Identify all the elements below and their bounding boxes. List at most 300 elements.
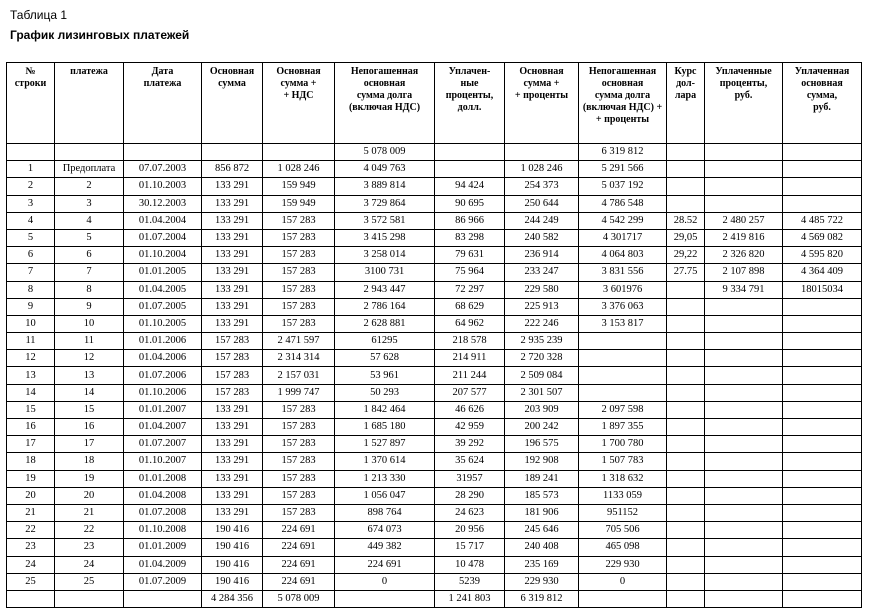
table-cell (705, 504, 783, 521)
table-cell (505, 144, 579, 161)
table-row (7, 436, 862, 453)
table-row (7, 470, 862, 487)
table-cell: 31957 (435, 470, 505, 487)
table-cell: 229 580 (505, 281, 579, 298)
table-cell (667, 333, 705, 350)
table-cell (667, 590, 705, 607)
table-cell (667, 487, 705, 504)
table-cell: 157 283 (263, 315, 335, 332)
table-cell: 157 283 (263, 401, 335, 418)
table-cell (783, 350, 862, 367)
table-row (7, 298, 862, 315)
table-cell: 4 284 356 (202, 590, 263, 607)
table-cell: 157 283 (263, 212, 335, 229)
table-cell: 229 930 (579, 556, 667, 573)
table-cell: 13 (7, 367, 55, 384)
table-cell: 2 419 816 (705, 229, 783, 246)
table-cell: 75 964 (435, 264, 505, 281)
table-cell: 250 644 (505, 195, 579, 212)
table-cell: 6 319 812 (579, 144, 667, 161)
table-cell (783, 384, 862, 401)
table-cell: 15 (7, 401, 55, 418)
table-cell: 50 293 (335, 384, 435, 401)
table-cell (783, 144, 862, 161)
table-cell: 133 291 (202, 436, 263, 453)
table-cell: 3 376 063 (579, 298, 667, 315)
table-cell: 133 291 (202, 229, 263, 246)
table-cell (783, 556, 862, 573)
table-cell (705, 590, 783, 607)
table-cell: 190 416 (202, 556, 263, 573)
table-cell: 5 078 009 (263, 590, 335, 607)
table-cell (783, 315, 862, 332)
table-cell (705, 195, 783, 212)
table-cell: 4 485 722 (783, 212, 862, 229)
table-cell: 1 213 330 (335, 470, 435, 487)
table-cell: 01.07.2007 (124, 436, 202, 453)
table-cell: 07.07.2003 (124, 161, 202, 178)
table-cell (667, 453, 705, 470)
table-cell: 01.01.2006 (124, 333, 202, 350)
table-cell (705, 144, 783, 161)
table-row (7, 556, 862, 573)
table-row (7, 453, 862, 470)
table-cell: 4 786 548 (579, 195, 667, 212)
table-cell: 53 961 (335, 367, 435, 384)
table-cell (667, 384, 705, 401)
column-header: Непогашенная основная сумма долга (включая НДС) (335, 63, 435, 144)
table-cell: 2 720 328 (505, 350, 579, 367)
table-cell: 01.04.2005 (124, 281, 202, 298)
table-row (7, 367, 862, 384)
table-cell: 133 291 (202, 504, 263, 521)
table-cell (705, 401, 783, 418)
table-cell: 240 408 (505, 539, 579, 556)
table-cell: 229 930 (505, 573, 579, 590)
table-cell: 22 (7, 522, 55, 539)
table-cell (667, 195, 705, 212)
table-cell: 9 (7, 298, 55, 315)
table-cell: 17 (7, 436, 55, 453)
table-cell (667, 556, 705, 573)
table-cell: 18 (55, 453, 124, 470)
table-cell: 157 283 (263, 436, 335, 453)
table-row (7, 195, 862, 212)
table-cell: 3 258 014 (335, 247, 435, 264)
table-cell: 7 (55, 264, 124, 281)
table-row (7, 264, 862, 281)
table-cell: 190 416 (202, 522, 263, 539)
table-cell: 01.04.2009 (124, 556, 202, 573)
table-cell: 133 291 (202, 264, 263, 281)
table-cell: 133 291 (202, 212, 263, 229)
table-cell (705, 333, 783, 350)
table-cell: 214 911 (435, 350, 505, 367)
leasing-schedule-table (6, 62, 862, 608)
table-cell: 157 283 (263, 470, 335, 487)
table-cell: 46 626 (435, 401, 505, 418)
table-cell (667, 350, 705, 367)
table-cell: 01.01.2008 (124, 470, 202, 487)
table-cell: 9 334 791 (705, 281, 783, 298)
table-row (7, 247, 862, 264)
table-cell: 13 (55, 367, 124, 384)
table-cell: 5 037 192 (579, 178, 667, 195)
table-cell: 27.75 (667, 264, 705, 281)
table-row (7, 522, 862, 539)
table-row (7, 229, 862, 246)
table-cell: 196 575 (505, 436, 579, 453)
table-cell: 90 695 (435, 195, 505, 212)
table-cell: 1 527 897 (335, 436, 435, 453)
table-cell: 4 542 299 (579, 212, 667, 229)
table-row (7, 178, 862, 195)
table-cell (435, 161, 505, 178)
table-cell: 3100 731 (335, 264, 435, 281)
table-cell (263, 144, 335, 161)
table-cell (783, 487, 862, 504)
table-cell: 0 (579, 573, 667, 590)
table-cell: 218 578 (435, 333, 505, 350)
table-cell: 133 291 (202, 195, 263, 212)
column-header: Уплаченные проценты, руб. (705, 63, 783, 144)
table-cell: 28.52 (667, 212, 705, 229)
table-cell: 20 (55, 487, 124, 504)
table-cell: 133 291 (202, 487, 263, 504)
table-cell: 3 831 556 (579, 264, 667, 281)
table-cell (667, 522, 705, 539)
table-cell (579, 590, 667, 607)
table-cell: 2 509 084 (505, 367, 579, 384)
table-cell: 240 582 (505, 229, 579, 246)
table-cell: 6 (7, 247, 55, 264)
table-cell: 16 (55, 419, 124, 436)
table-cell: 01.07.2008 (124, 504, 202, 521)
table-cell: 19 (7, 470, 55, 487)
column-header: Дата платежа (124, 63, 202, 144)
table-cell: 244 249 (505, 212, 579, 229)
table-cell: 157 283 (263, 229, 335, 246)
table-cell (783, 333, 862, 350)
table-cell: 42 959 (435, 419, 505, 436)
table-cell: 11 (55, 333, 124, 350)
table-cell: 3 601976 (579, 281, 667, 298)
table-cell: 01.04.2004 (124, 212, 202, 229)
table-row (7, 401, 862, 418)
table-cell: 2 314 314 (263, 350, 335, 367)
table-cell (783, 195, 862, 212)
table-cell: 20 (7, 487, 55, 504)
table-cell: 157 283 (202, 367, 263, 384)
table-cell: 39 292 (435, 436, 505, 453)
table-cell: 4 301717 (579, 229, 667, 246)
table-cell: 14 (55, 384, 124, 401)
table-cell: 1 897 355 (579, 419, 667, 436)
table-cell: 4 (7, 212, 55, 229)
table-cell (783, 298, 862, 315)
table-cell: 4 064 803 (579, 247, 667, 264)
table-cell: 8 (7, 281, 55, 298)
table-cell: 2 157 031 (263, 367, 335, 384)
table-row (7, 161, 862, 178)
table-cell: 1 685 180 (335, 419, 435, 436)
table-cell (124, 590, 202, 607)
table-cell: 181 906 (505, 504, 579, 521)
table-cell: 2 (55, 178, 124, 195)
table-cell: 898 764 (335, 504, 435, 521)
table-cell: 15 717 (435, 539, 505, 556)
table-cell: 2 097 598 (579, 401, 667, 418)
table-cell: 1 056 047 (335, 487, 435, 504)
table-cell (55, 144, 124, 161)
table-cell: 705 506 (579, 522, 667, 539)
table-cell (579, 350, 667, 367)
table-cell: 72 297 (435, 281, 505, 298)
table-cell (7, 590, 55, 607)
table-cell: 2 480 257 (705, 212, 783, 229)
table-cell: 1 700 780 (579, 436, 667, 453)
table-row (7, 573, 862, 590)
table-cell (783, 453, 862, 470)
table-cell: 245 646 (505, 522, 579, 539)
table-cell: 2 301 507 (505, 384, 579, 401)
table-cell (783, 161, 862, 178)
table-row (7, 539, 862, 556)
table-cell: 01.10.2003 (124, 178, 202, 195)
table-cell: 235 169 (505, 556, 579, 573)
table-cell: 01.10.2006 (124, 384, 202, 401)
table-cell: 203 909 (505, 401, 579, 418)
table-cell (783, 436, 862, 453)
table-cell: 185 573 (505, 487, 579, 504)
table-cell (783, 470, 862, 487)
table-cell: 133 291 (202, 247, 263, 264)
table-cell (783, 522, 862, 539)
table-cell (667, 470, 705, 487)
table-cell: 951152 (579, 504, 667, 521)
table-cell: 23 (55, 539, 124, 556)
table-cell: 133 291 (202, 178, 263, 195)
table-cell (667, 539, 705, 556)
table-cell (667, 419, 705, 436)
table-cell: 133 291 (202, 315, 263, 332)
table-cell (202, 144, 263, 161)
table-cell: 190 416 (202, 539, 263, 556)
table-cell: 01.01.2005 (124, 264, 202, 281)
table-cell: 01.04.2007 (124, 419, 202, 436)
table-cell: 133 291 (202, 298, 263, 315)
table-cell: 12 (7, 350, 55, 367)
table-cell: 200 242 (505, 419, 579, 436)
column-header: Основная сумма (202, 63, 263, 144)
table-cell: 2 326 820 (705, 247, 783, 264)
table-cell: 211 244 (435, 367, 505, 384)
table-cell: 674 073 (335, 522, 435, 539)
table-row (7, 419, 862, 436)
table-cell (705, 436, 783, 453)
table-cell: 01.10.2005 (124, 315, 202, 332)
table-cell: 157 283 (263, 419, 335, 436)
table-caption: Таблица 1 (10, 8, 68, 22)
table-cell: 23 (7, 539, 55, 556)
table-cell: 5 (55, 229, 124, 246)
table-row (7, 281, 862, 298)
table-cell (667, 144, 705, 161)
table-row (7, 487, 862, 504)
table-cell (667, 401, 705, 418)
column-header: Основная сумма + + проценты (505, 63, 579, 144)
table-cell: 159 949 (263, 178, 335, 195)
table-cell: 192 908 (505, 453, 579, 470)
table-cell: Предоплата (55, 161, 124, 178)
table-cell: 1 318 632 (579, 470, 667, 487)
table-cell: 22 (55, 522, 124, 539)
table-cell: 1133 059 (579, 487, 667, 504)
table-cell (705, 161, 783, 178)
table-cell: 7 (7, 264, 55, 281)
table-cell: 01.01.2009 (124, 539, 202, 556)
table-cell: 24 (55, 556, 124, 573)
table-cell (705, 419, 783, 436)
table-row (7, 212, 862, 229)
table-cell: 157 283 (202, 384, 263, 401)
table-cell: 0 (335, 573, 435, 590)
table-row (7, 590, 862, 607)
table-cell: 01.07.2005 (124, 298, 202, 315)
table-cell: 5 291 566 (579, 161, 667, 178)
table-cell (667, 367, 705, 384)
table-cell: 5 078 009 (335, 144, 435, 161)
table-cell: 3 153 817 (579, 315, 667, 332)
table-cell: 157 283 (263, 504, 335, 521)
table-cell: 224 691 (335, 556, 435, 573)
table-cell (705, 539, 783, 556)
table-cell: 01.10.2008 (124, 522, 202, 539)
table-cell (783, 401, 862, 418)
table-cell: 3 (7, 195, 55, 212)
table-cell: 01.10.2007 (124, 453, 202, 470)
table-cell: 2 107 898 (705, 264, 783, 281)
table-cell: 21 (7, 504, 55, 521)
table-cell: 1 241 803 (435, 590, 505, 607)
column-header: Непогашенная основная сумма долга (включая НДС) + + проценты (579, 63, 667, 144)
table-title: График лизинговых платежей (10, 28, 190, 42)
table-cell: 449 382 (335, 539, 435, 556)
table-cell: 157 283 (263, 281, 335, 298)
column-header: платежа (55, 63, 124, 144)
table-cell: 17 (55, 436, 124, 453)
table-cell (435, 144, 505, 161)
table-cell: 1 842 464 (335, 401, 435, 418)
table-cell (783, 504, 862, 521)
table-cell: 157 283 (263, 264, 335, 281)
table-cell (705, 522, 783, 539)
table-cell: 189 241 (505, 470, 579, 487)
column-header: Курс дол- лара (667, 63, 705, 144)
table-cell: 35 624 (435, 453, 505, 470)
table-cell: 2 (7, 178, 55, 195)
table-cell: 224 691 (263, 539, 335, 556)
table-row (7, 504, 862, 521)
table-cell (667, 436, 705, 453)
table-cell: 29,22 (667, 247, 705, 264)
table-cell: 4 (55, 212, 124, 229)
table-cell: 5 (7, 229, 55, 246)
table-cell: 61295 (335, 333, 435, 350)
table-cell: 3 729 864 (335, 195, 435, 212)
table-cell (705, 453, 783, 470)
table-cell: 94 424 (435, 178, 505, 195)
table-row (7, 350, 862, 367)
table-cell: 8 (55, 281, 124, 298)
table-cell: 133 291 (202, 419, 263, 436)
table-cell: 01.07.2004 (124, 229, 202, 246)
table-cell: 18015034 (783, 281, 862, 298)
table-cell: 190 416 (202, 573, 263, 590)
table-cell: 2 786 164 (335, 298, 435, 315)
table-cell: 18 (7, 453, 55, 470)
table-cell: 79 631 (435, 247, 505, 264)
table-cell: 6 (55, 247, 124, 264)
table-cell: 3 572 581 (335, 212, 435, 229)
table-cell: 24 623 (435, 504, 505, 521)
table-cell: 3 415 298 (335, 229, 435, 246)
table-cell: 10 (7, 315, 55, 332)
table-cell: 4 569 082 (783, 229, 862, 246)
table-cell (705, 573, 783, 590)
table-cell (783, 539, 862, 556)
table-cell: 236 914 (505, 247, 579, 264)
table-cell: 233 247 (505, 264, 579, 281)
table-cell: 465 098 (579, 539, 667, 556)
table-cell: 29,05 (667, 229, 705, 246)
table-cell: 1 028 246 (263, 161, 335, 178)
table-cell: 10 478 (435, 556, 505, 573)
table-cell: 1 507 783 (579, 453, 667, 470)
table-cell: 3 889 814 (335, 178, 435, 195)
table-cell: 133 291 (202, 281, 263, 298)
table-cell: 1 (7, 161, 55, 178)
table-cell: 4 049 763 (335, 161, 435, 178)
table-cell (705, 298, 783, 315)
table-cell (783, 178, 862, 195)
column-header: Основная сумма + + НДС (263, 63, 335, 144)
table-cell: 2 628 881 (335, 315, 435, 332)
header-row (7, 63, 862, 144)
table-body (7, 144, 862, 608)
table-row (7, 315, 862, 332)
table-cell (705, 384, 783, 401)
table-cell: 2 935 239 (505, 333, 579, 350)
table-cell (705, 178, 783, 195)
table-cell: 224 691 (263, 573, 335, 590)
table-cell: 157 283 (263, 453, 335, 470)
table-cell: 19 (55, 470, 124, 487)
table-cell: 2 943 447 (335, 281, 435, 298)
table-cell: 6 319 812 (505, 590, 579, 607)
table-cell (667, 178, 705, 195)
table-cell: 30.12.2003 (124, 195, 202, 212)
table-cell: 01.10.2004 (124, 247, 202, 264)
table-cell: 14 (7, 384, 55, 401)
table-cell: 11 (7, 333, 55, 350)
table-cell: 133 291 (202, 470, 263, 487)
table-cell: 25 (7, 573, 55, 590)
table-cell: 9 (55, 298, 124, 315)
column-header: Уплачен- ные проценты, долл. (435, 63, 505, 144)
column-header: Уплаченная основная сумма, руб. (783, 63, 862, 144)
table-cell: 222 246 (505, 315, 579, 332)
